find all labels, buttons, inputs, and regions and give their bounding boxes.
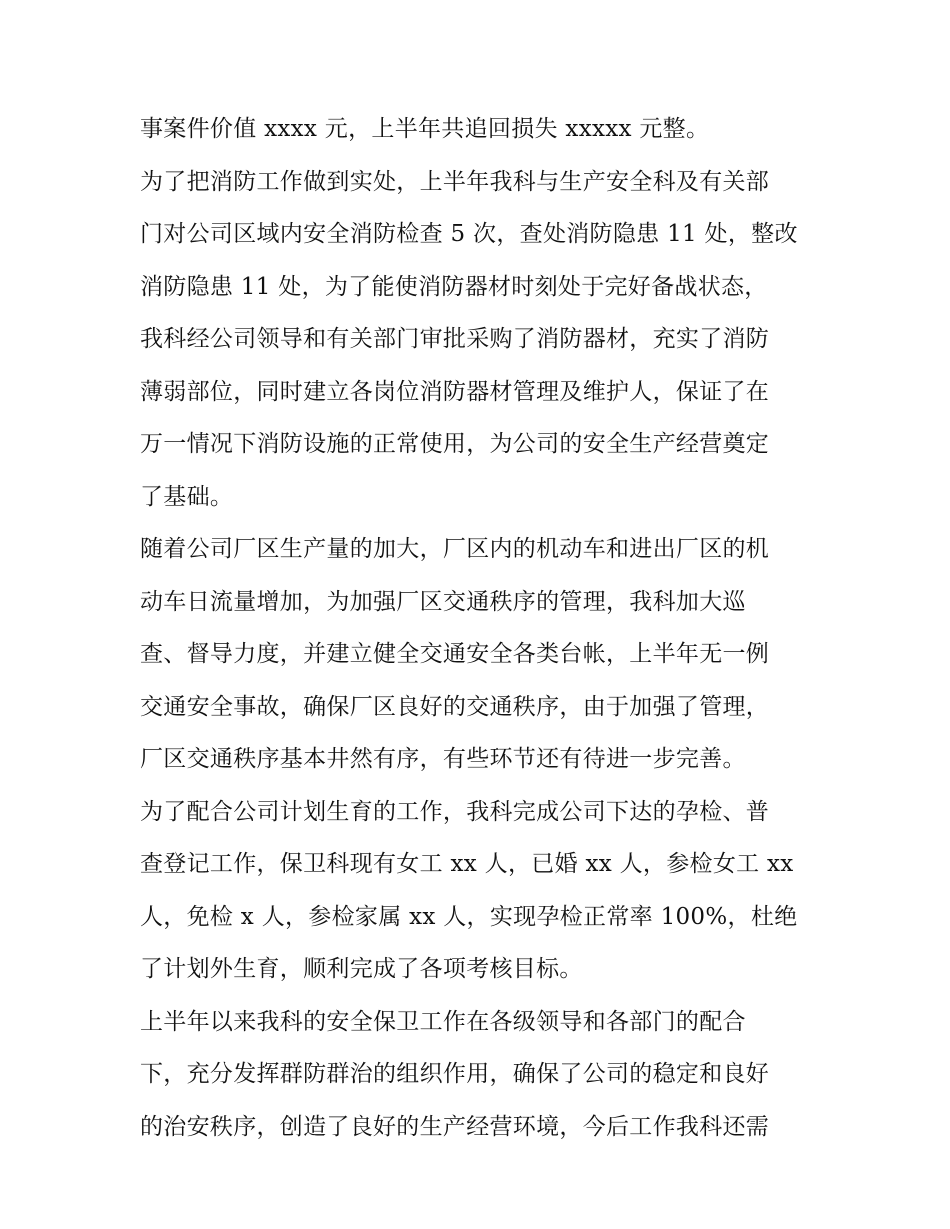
text-line: 交通安全事故，确保厂区良好的交通秩序，由于加强了管理， (140, 693, 770, 720)
text-line: 消防隐患 11 处，为了能使消防器材时刻处于完好备战状态， (140, 273, 768, 300)
text-line: 薄弱部位，同时建立各岗位消防器材管理及维护人，保证了在 (140, 378, 770, 405)
text-line: 查登记工作，保卫科现有女工 xx 人，已婚 xx 人，参检女工 xx (140, 851, 794, 877)
text-line: 的治安秩序，创造了良好的生产经营环境，今后工作我科还需 (140, 1113, 770, 1140)
text-line: 厂区交通秩序基本井然有序，有些环节还有待进一步完善。 (140, 746, 746, 772)
text-line: 随着公司厂区生产量的加大，厂区内的机动车和进出厂区的机 (140, 536, 770, 562)
text-line: 下，充分发挥群防群治的组织作用，确保了公司的稳定和良好 (140, 1061, 770, 1087)
document-body (140, 103, 830, 1153)
text-line: 上半年以来我科的安全保卫工作在各级领导和各部门的配合 (140, 1008, 746, 1035)
text-line: 了基础。 (140, 483, 234, 510)
text-line: 万一情况下消防设施的正常使用，为公司的安全生产经营奠定 (140, 431, 770, 457)
text-line: 我科经公司领导和有关部门审批采购了消防器材，充实了消防 (140, 326, 770, 352)
text-line: 为了配合公司计划生育的工作，我科完成公司下达的孕检、普 (140, 798, 770, 825)
text-line: 门对公司区域内安全消防检查 5 次，查处消防隐患 11 处，整改 (140, 221, 798, 247)
text-line: 动车日流量增加，为加强厂区交通秩序的管理，我科加大巡 (140, 588, 746, 615)
text-line: 查、督导力度，并建立健全交通安全各类台帐，上半年无一例 (140, 641, 770, 667)
text-line: 了计划外生育，顺利完成了各项考核目标。 (140, 956, 583, 982)
text-line: 人，免检 x 人，参检家属 xx 人，实现孕检正常率 100%，杜绝 (140, 903, 798, 930)
text-line: 为了把消防工作做到实处，上半年我科与生产安全科及有关部 (140, 168, 770, 195)
text-line: 事案件价值 xxxx 元，上半年共追回损失 xxxxx 元整。 (140, 116, 710, 142)
